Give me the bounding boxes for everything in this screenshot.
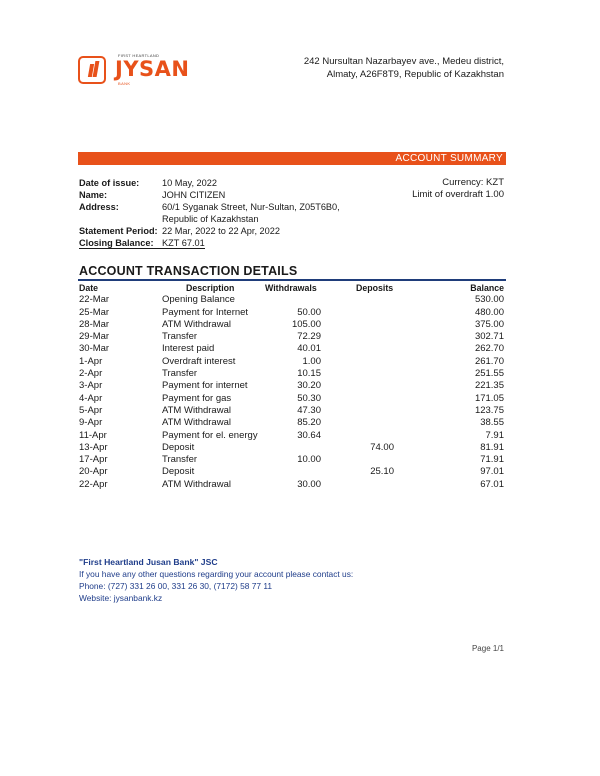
table-row: [78, 430, 506, 442]
cell-balance: 71.91: [480, 454, 504, 466]
cell-date: 11-Apr: [79, 429, 107, 441]
transactions-rule: [78, 279, 506, 281]
cell-date: 2-Apr: [79, 368, 103, 380]
date-label: Date of issue:: [79, 178, 140, 188]
cell-description: Deposit: [162, 466, 195, 478]
footer-website: Website: jysanbank.kz: [79, 593, 163, 603]
table-row: [78, 442, 506, 454]
bank-address: [304, 55, 504, 81]
table-row: [78, 307, 506, 319]
cell-deposit: 25.10: [370, 466, 394, 478]
header-balance: Balance: [470, 283, 504, 293]
table-row: [78, 331, 506, 343]
table-row: [78, 356, 506, 368]
cell-description: Payment for gas: [162, 392, 232, 404]
cell-deposit: 74.00: [370, 441, 394, 453]
table-row: [78, 466, 506, 478]
cell-balance: 123.75: [474, 404, 504, 416]
transactions-title: ACCOUNT TRANSACTION DETAILS: [79, 264, 298, 278]
cell-balance: 480.00: [474, 306, 504, 318]
cell-description: ATM Withdrawal: [162, 417, 231, 429]
info-row-period: [79, 225, 340, 237]
table-row: [78, 479, 506, 491]
cell-description: ATM Withdrawal: [162, 318, 231, 330]
cell-withdrawal: 50.00: [297, 306, 321, 318]
cell-date: 5-Apr: [79, 404, 103, 416]
cell-balance: 302.71: [474, 331, 504, 343]
cell-withdrawal: 10.15: [297, 368, 321, 380]
logo-mark-icon: [78, 56, 106, 84]
cell-date: 29-Mar: [79, 331, 110, 343]
bank-address-line1: 242 Nursultan Nazarbayev ave., Medeu district,: [303, 56, 504, 67]
closing-value: KZT 67.01: [162, 238, 205, 248]
currency-value: Currency: KZT: [442, 177, 504, 188]
cell-balance: 97.01: [480, 466, 504, 478]
footer-contact-line: If you have any other questions regarding your account please contact us:: [79, 569, 354, 579]
cell-withdrawal: 47.30: [297, 404, 321, 416]
address-label: Address:: [79, 202, 119, 212]
table-row: [78, 294, 506, 306]
cell-date: 25-Mar: [79, 306, 110, 318]
info-row-address: [79, 201, 340, 213]
bank-address-line2: Almaty, A26F8T9, Republic of Kazakhstan: [326, 69, 504, 80]
cell-date: 20-Apr: [79, 466, 108, 478]
footer-bank-name: "First Heartland Jusan Bank" JSC: [79, 557, 218, 567]
bank-logo: [78, 52, 198, 90]
cell-description: Payment for Internet: [162, 306, 249, 318]
table-row: [78, 380, 506, 392]
cell-description: Payment for internet: [162, 380, 248, 392]
cell-date: 4-Apr: [79, 392, 103, 404]
period-label: Statement Period:: [79, 226, 158, 236]
footer: [79, 556, 353, 604]
address-line1: 60/1 Syganak Street, Nur-Sultan, Z05T6B0,: [162, 202, 340, 212]
cell-date: 17-Apr: [79, 454, 108, 466]
name-label: Name:: [79, 190, 108, 200]
table-row: [78, 405, 506, 417]
cell-balance: 375.00: [474, 318, 504, 330]
cell-withdrawal: 30.64: [297, 429, 321, 441]
cell-withdrawal: 40.01: [297, 343, 321, 355]
currency-info: [412, 177, 504, 201]
cell-description: ATM Withdrawal: [162, 478, 231, 490]
closing-label: Closing Balance:: [79, 238, 154, 248]
cell-balance: 261.70: [474, 355, 504, 367]
cell-withdrawal: 1.00: [302, 355, 321, 367]
cell-balance: 530.00: [474, 294, 504, 306]
logo-name: JYSAN: [115, 57, 190, 81]
cell-balance: 171.05: [474, 392, 504, 404]
cell-date: 1-Apr: [79, 355, 103, 367]
cell-withdrawal: 50.30: [297, 392, 321, 404]
table-row: [78, 319, 506, 331]
header-date: Date: [79, 283, 99, 293]
cell-description: Transfer: [162, 368, 198, 380]
table-row: [78, 454, 506, 466]
cell-date: 13-Apr: [79, 441, 108, 453]
info-row-name: [79, 189, 340, 201]
cell-withdrawal: 30.00: [297, 478, 321, 490]
cell-description: Overdraft interest: [162, 355, 236, 367]
cell-date: 22-Apr: [79, 478, 108, 490]
cell-date: 28-Mar: [79, 318, 110, 330]
cell-description: Transfer: [162, 331, 198, 343]
cell-balance: 7.91: [485, 429, 504, 441]
account-info: [79, 177, 340, 249]
cell-date: 3-Apr: [79, 380, 103, 392]
cell-description: Payment for el. energy: [162, 429, 258, 441]
cell-withdrawal: 105.00: [291, 318, 321, 330]
account-summary-label: ACCOUNT SUMMARY: [395, 153, 503, 164]
info-row-date: [79, 177, 340, 189]
period-value: 22 Mar, 2022 to 22 Apr, 2022: [162, 226, 280, 236]
header-description: Description: [186, 283, 235, 293]
footer-phone: Phone: (727) 331 26 00, 331 26 30, (7172) 58 77 11: [79, 581, 273, 591]
cell-withdrawal: 10.00: [297, 454, 321, 466]
logo-sub-text: BANK: [118, 81, 131, 86]
account-summary-bar: [78, 152, 506, 165]
cell-description: Deposit: [162, 441, 195, 453]
table-row: [78, 343, 506, 355]
cell-balance: 251.55: [474, 368, 504, 380]
cell-date: 30-Mar: [79, 343, 110, 355]
table-row: [78, 393, 506, 405]
table-row: [78, 368, 506, 380]
cell-date: 22-Mar: [79, 294, 110, 306]
cell-description: Transfer: [162, 454, 198, 466]
cell-balance: 221.35: [474, 380, 504, 392]
address-line2: Republic of Kazakhstan: [162, 214, 259, 224]
cell-withdrawal: 30.20: [297, 380, 321, 392]
header-withdrawals: Withdrawals: [265, 283, 317, 293]
table-row: [78, 417, 506, 429]
cell-description: Opening Balance: [162, 294, 235, 306]
cell-balance: 67.01: [480, 478, 504, 490]
cell-balance: 81.91: [480, 441, 504, 453]
page-number: Page 1/1: [471, 644, 504, 653]
transactions-table: [78, 282, 506, 491]
cell-withdrawal: 72.29: [297, 331, 321, 343]
cell-description: Interest paid: [162, 343, 215, 355]
cell-description: ATM Withdrawal: [162, 404, 231, 416]
transactions-header: [78, 282, 506, 294]
name-value: JOHN CITIZEN: [162, 190, 226, 200]
cell-balance: 38.55: [480, 417, 504, 429]
cell-date: 9-Apr: [79, 417, 103, 429]
overdraft-limit: Limit of overdraft 1.00: [412, 189, 504, 200]
cell-balance: 262.70: [474, 343, 504, 355]
cell-withdrawal: 85.20: [297, 417, 321, 429]
header-deposits: Deposits: [356, 283, 394, 293]
info-row-closing: [79, 237, 205, 249]
logo-small-text: FIRST HEARTLAND: [118, 53, 160, 58]
date-value: 10 May, 2022: [162, 178, 217, 188]
